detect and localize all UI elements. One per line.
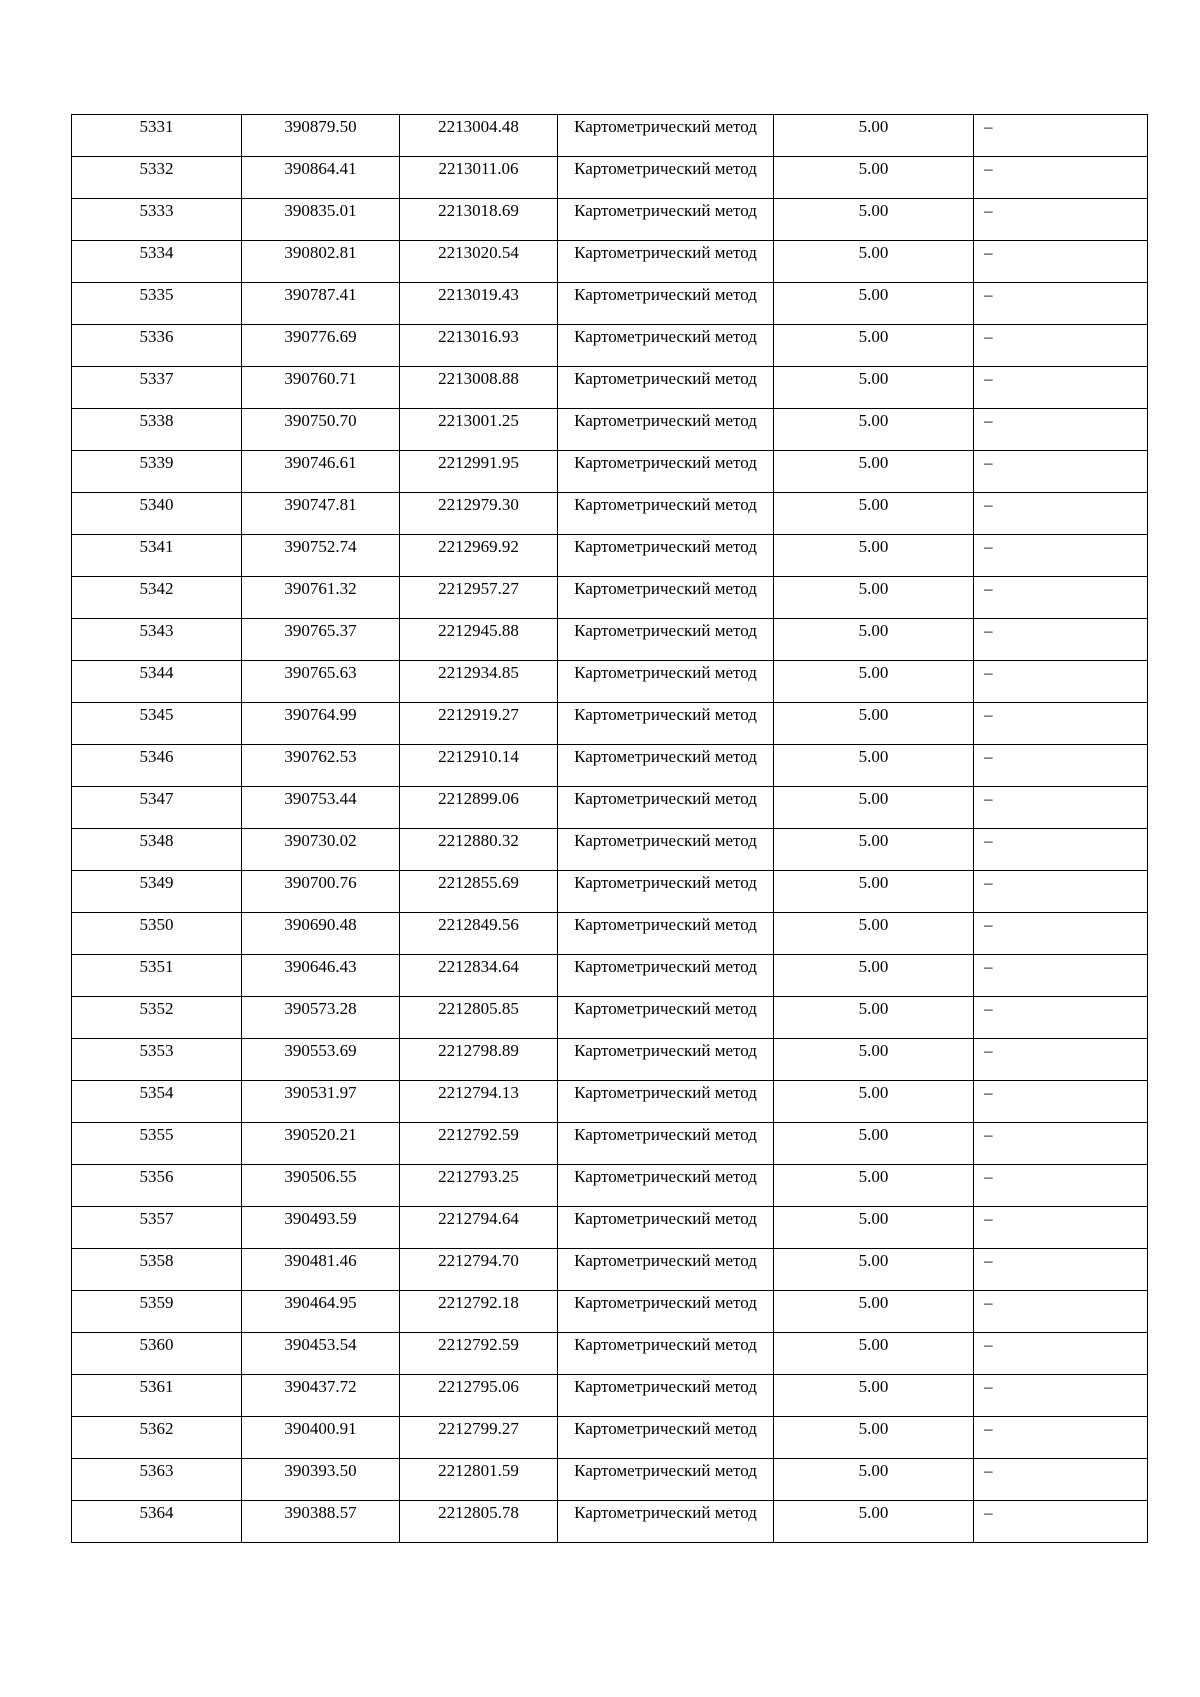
- table-row: [72, 409, 1148, 451]
- coordinate-y-cell: 2213008.88: [400, 367, 558, 409]
- accuracy-cell: 5.00: [774, 703, 974, 745]
- accuracy-cell: 5.00: [774, 829, 974, 871]
- coordinate-x-cell: 390646.43: [242, 955, 400, 997]
- method-cell: Картометрический метод: [558, 1207, 774, 1249]
- coordinate-y-cell: 2212795.06: [400, 1375, 558, 1417]
- method-cell: Картометрический метод: [558, 745, 774, 787]
- method-cell: Картометрический метод: [558, 325, 774, 367]
- coordinate-x-cell: 390761.32: [242, 577, 400, 619]
- table-row: [72, 577, 1148, 619]
- accuracy-cell: 5.00: [774, 1039, 974, 1081]
- coordinate-y-cell: 2212880.32: [400, 829, 558, 871]
- coordinate-x-cell: 390520.21: [242, 1123, 400, 1165]
- note-cell: –: [974, 1039, 1148, 1081]
- method-cell: Картометрический метод: [558, 703, 774, 745]
- table-row: [72, 283, 1148, 325]
- method-cell: Картометрический метод: [558, 1165, 774, 1207]
- coordinate-x-cell: 390400.91: [242, 1417, 400, 1459]
- point-number-cell: 5359: [72, 1291, 242, 1333]
- table-row: [72, 1081, 1148, 1123]
- method-cell: Картометрический метод: [558, 871, 774, 913]
- coordinate-y-cell: 2212794.70: [400, 1249, 558, 1291]
- method-cell: Картометрический метод: [558, 787, 774, 829]
- coordinate-x-cell: 390700.76: [242, 871, 400, 913]
- note-cell: –: [974, 913, 1148, 955]
- coordinate-y-cell: 2212801.59: [400, 1459, 558, 1501]
- point-number-cell: 5333: [72, 199, 242, 241]
- coordinate-x-cell: 390531.97: [242, 1081, 400, 1123]
- note-cell: –: [974, 283, 1148, 325]
- note-cell: –: [974, 871, 1148, 913]
- coordinate-y-cell: 2212798.89: [400, 1039, 558, 1081]
- coordinate-y-cell: 2212794.64: [400, 1207, 558, 1249]
- accuracy-cell: 5.00: [774, 871, 974, 913]
- table-row: [72, 955, 1148, 997]
- accuracy-cell: 5.00: [774, 1417, 974, 1459]
- note-cell: –: [974, 451, 1148, 493]
- point-number-cell: 5345: [72, 703, 242, 745]
- accuracy-cell: 5.00: [774, 1081, 974, 1123]
- note-cell: –: [974, 1165, 1148, 1207]
- accuracy-cell: 5.00: [774, 199, 974, 241]
- coordinate-x-cell: 390393.50: [242, 1459, 400, 1501]
- coordinate-x-cell: 390765.63: [242, 661, 400, 703]
- note-cell: –: [974, 619, 1148, 661]
- table-row: [72, 1039, 1148, 1081]
- coordinate-x-cell: 390864.41: [242, 157, 400, 199]
- coordinate-y-cell: 2212919.27: [400, 703, 558, 745]
- note-cell: –: [974, 745, 1148, 787]
- point-number-cell: 5358: [72, 1249, 242, 1291]
- coordinate-y-cell: 2213019.43: [400, 283, 558, 325]
- coordinate-y-cell: 2212792.18: [400, 1291, 558, 1333]
- coordinate-y-cell: 2213011.06: [400, 157, 558, 199]
- coordinate-x-cell: 390764.99: [242, 703, 400, 745]
- point-number-cell: 5339: [72, 451, 242, 493]
- accuracy-cell: 5.00: [774, 115, 974, 157]
- note-cell: –: [974, 241, 1148, 283]
- method-cell: Картометрический метод: [558, 451, 774, 493]
- accuracy-cell: 5.00: [774, 745, 974, 787]
- note-cell: –: [974, 157, 1148, 199]
- table-row: [72, 451, 1148, 493]
- coordinate-x-cell: 390762.53: [242, 745, 400, 787]
- accuracy-cell: 5.00: [774, 577, 974, 619]
- coordinate-y-cell: 2212794.13: [400, 1081, 558, 1123]
- method-cell: Картометрический метод: [558, 1249, 774, 1291]
- accuracy-cell: 5.00: [774, 1333, 974, 1375]
- coordinate-y-cell: 2212792.59: [400, 1333, 558, 1375]
- coordinate-x-cell: 390879.50: [242, 115, 400, 157]
- method-cell: Картометрический метод: [558, 1459, 774, 1501]
- point-number-cell: 5346: [72, 745, 242, 787]
- coordinate-y-cell: 2212957.27: [400, 577, 558, 619]
- table-row: [72, 1501, 1148, 1543]
- accuracy-cell: 5.00: [774, 955, 974, 997]
- table-row: [72, 745, 1148, 787]
- method-cell: Картометрический метод: [558, 913, 774, 955]
- method-cell: Картометрический метод: [558, 1081, 774, 1123]
- point-number-cell: 5362: [72, 1417, 242, 1459]
- note-cell: –: [974, 577, 1148, 619]
- coordinate-x-cell: 390553.69: [242, 1039, 400, 1081]
- table-row: [72, 1417, 1148, 1459]
- method-cell: Картометрический метод: [558, 1039, 774, 1081]
- accuracy-cell: 5.00: [774, 1459, 974, 1501]
- accuracy-cell: 5.00: [774, 1291, 974, 1333]
- coordinate-x-cell: 390730.02: [242, 829, 400, 871]
- accuracy-cell: 5.00: [774, 493, 974, 535]
- document-page: [71, 114, 1147, 1543]
- point-number-cell: 5348: [72, 829, 242, 871]
- point-number-cell: 5356: [72, 1165, 242, 1207]
- table-row: [72, 241, 1148, 283]
- note-cell: –: [974, 325, 1148, 367]
- method-cell: Картометрический метод: [558, 493, 774, 535]
- note-cell: –: [974, 1207, 1148, 1249]
- method-cell: Картометрический метод: [558, 535, 774, 577]
- accuracy-cell: 5.00: [774, 1375, 974, 1417]
- method-cell: Картометрический метод: [558, 241, 774, 283]
- point-number-cell: 5354: [72, 1081, 242, 1123]
- point-number-cell: 5353: [72, 1039, 242, 1081]
- coordinate-y-cell: 2212834.64: [400, 955, 558, 997]
- method-cell: Картометрический метод: [558, 955, 774, 997]
- coordinate-y-cell: 2212805.78: [400, 1501, 558, 1543]
- method-cell: Картометрический метод: [558, 577, 774, 619]
- table-row: [72, 493, 1148, 535]
- table-row: [72, 157, 1148, 199]
- method-cell: Картометрический метод: [558, 619, 774, 661]
- note-cell: –: [974, 997, 1148, 1039]
- coordinate-y-cell: 2213004.48: [400, 115, 558, 157]
- point-number-cell: 5340: [72, 493, 242, 535]
- coordinates-table: [71, 114, 1148, 1543]
- coordinate-x-cell: 390746.61: [242, 451, 400, 493]
- point-number-cell: 5335: [72, 283, 242, 325]
- coordinate-x-cell: 390747.81: [242, 493, 400, 535]
- table-row: [72, 1459, 1148, 1501]
- accuracy-cell: 5.00: [774, 241, 974, 283]
- accuracy-cell: 5.00: [774, 409, 974, 451]
- table-row: [72, 997, 1148, 1039]
- accuracy-cell: 5.00: [774, 1207, 974, 1249]
- coordinate-y-cell: 2213018.69: [400, 199, 558, 241]
- accuracy-cell: 5.00: [774, 1501, 974, 1543]
- point-number-cell: 5351: [72, 955, 242, 997]
- note-cell: –: [974, 661, 1148, 703]
- accuracy-cell: 5.00: [774, 367, 974, 409]
- point-number-cell: 5364: [72, 1501, 242, 1543]
- point-number-cell: 5355: [72, 1123, 242, 1165]
- coordinate-y-cell: 2212899.06: [400, 787, 558, 829]
- method-cell: Картометрический метод: [558, 367, 774, 409]
- accuracy-cell: 5.00: [774, 283, 974, 325]
- accuracy-cell: 5.00: [774, 451, 974, 493]
- note-cell: –: [974, 787, 1148, 829]
- method-cell: Картометрический метод: [558, 409, 774, 451]
- accuracy-cell: 5.00: [774, 997, 974, 1039]
- point-number-cell: 5332: [72, 157, 242, 199]
- coordinate-y-cell: 2212945.88: [400, 619, 558, 661]
- accuracy-cell: 5.00: [774, 913, 974, 955]
- coordinate-y-cell: 2212855.69: [400, 871, 558, 913]
- note-cell: –: [974, 1249, 1148, 1291]
- note-cell: –: [974, 829, 1148, 871]
- coordinate-x-cell: 390787.41: [242, 283, 400, 325]
- table-row: [72, 1249, 1148, 1291]
- note-cell: –: [974, 703, 1148, 745]
- coordinate-x-cell: 390760.71: [242, 367, 400, 409]
- coordinate-y-cell: 2212991.95: [400, 451, 558, 493]
- coordinate-y-cell: 2213001.25: [400, 409, 558, 451]
- coordinate-x-cell: 390493.59: [242, 1207, 400, 1249]
- accuracy-cell: 5.00: [774, 619, 974, 661]
- coordinate-y-cell: 2212805.85: [400, 997, 558, 1039]
- accuracy-cell: 5.00: [774, 157, 974, 199]
- accuracy-cell: 5.00: [774, 1249, 974, 1291]
- coordinate-x-cell: 390506.55: [242, 1165, 400, 1207]
- coordinate-y-cell: 2212910.14: [400, 745, 558, 787]
- method-cell: Картометрический метод: [558, 1291, 774, 1333]
- note-cell: –: [974, 1291, 1148, 1333]
- note-cell: –: [974, 1417, 1148, 1459]
- note-cell: –: [974, 535, 1148, 577]
- point-number-cell: 5357: [72, 1207, 242, 1249]
- table-row: [72, 703, 1148, 745]
- coordinates-table-body: [72, 115, 1148, 1543]
- coordinate-y-cell: 2212969.92: [400, 535, 558, 577]
- method-cell: Картометрический метод: [558, 199, 774, 241]
- coordinate-x-cell: 390481.46: [242, 1249, 400, 1291]
- point-number-cell: 5352: [72, 997, 242, 1039]
- coordinate-x-cell: 390765.37: [242, 619, 400, 661]
- coordinate-y-cell: 2212849.56: [400, 913, 558, 955]
- method-cell: Картометрический метод: [558, 1123, 774, 1165]
- point-number-cell: 5360: [72, 1333, 242, 1375]
- note-cell: –: [974, 199, 1148, 241]
- coordinate-y-cell: 2212793.25: [400, 1165, 558, 1207]
- method-cell: Картометрический метод: [558, 1417, 774, 1459]
- point-number-cell: 5361: [72, 1375, 242, 1417]
- coordinate-y-cell: 2213020.54: [400, 241, 558, 283]
- accuracy-cell: 5.00: [774, 661, 974, 703]
- point-number-cell: 5331: [72, 115, 242, 157]
- table-row: [72, 829, 1148, 871]
- note-cell: –: [974, 409, 1148, 451]
- method-cell: Картометрический метод: [558, 829, 774, 871]
- table-row: [72, 661, 1148, 703]
- point-number-cell: 5341: [72, 535, 242, 577]
- table-row: [72, 619, 1148, 661]
- coordinate-y-cell: 2212934.85: [400, 661, 558, 703]
- table-row: [72, 1123, 1148, 1165]
- table-row: [72, 913, 1148, 955]
- method-cell: Картометрический метод: [558, 997, 774, 1039]
- table-row: [72, 1207, 1148, 1249]
- accuracy-cell: 5.00: [774, 325, 974, 367]
- point-number-cell: 5344: [72, 661, 242, 703]
- point-number-cell: 5342: [72, 577, 242, 619]
- table-row: [72, 871, 1148, 913]
- method-cell: Картометрический метод: [558, 157, 774, 199]
- note-cell: –: [974, 1333, 1148, 1375]
- table-row: [72, 325, 1148, 367]
- method-cell: Картометрический метод: [558, 115, 774, 157]
- note-cell: –: [974, 493, 1148, 535]
- accuracy-cell: 5.00: [774, 1165, 974, 1207]
- accuracy-cell: 5.00: [774, 787, 974, 829]
- table-row: [72, 115, 1148, 157]
- note-cell: –: [974, 115, 1148, 157]
- note-cell: –: [974, 955, 1148, 997]
- coordinate-y-cell: 2213016.93: [400, 325, 558, 367]
- coordinate-x-cell: 390453.54: [242, 1333, 400, 1375]
- coordinate-x-cell: 390464.95: [242, 1291, 400, 1333]
- note-cell: –: [974, 1375, 1148, 1417]
- accuracy-cell: 5.00: [774, 1123, 974, 1165]
- table-row: [72, 1165, 1148, 1207]
- table-row: [72, 199, 1148, 241]
- table-row: [72, 1333, 1148, 1375]
- coordinate-x-cell: 390802.81: [242, 241, 400, 283]
- coordinate-x-cell: 390690.48: [242, 913, 400, 955]
- coordinate-x-cell: 390752.74: [242, 535, 400, 577]
- method-cell: Картометрический метод: [558, 661, 774, 703]
- method-cell: Картометрический метод: [558, 283, 774, 325]
- point-number-cell: 5349: [72, 871, 242, 913]
- coordinate-x-cell: 390750.70: [242, 409, 400, 451]
- table-row: [72, 1375, 1148, 1417]
- table-row: [72, 787, 1148, 829]
- coordinate-x-cell: 390437.72: [242, 1375, 400, 1417]
- table-row: [72, 535, 1148, 577]
- coordinate-x-cell: 390388.57: [242, 1501, 400, 1543]
- point-number-cell: 5350: [72, 913, 242, 955]
- point-number-cell: 5343: [72, 619, 242, 661]
- accuracy-cell: 5.00: [774, 535, 974, 577]
- note-cell: –: [974, 367, 1148, 409]
- point-number-cell: 5363: [72, 1459, 242, 1501]
- method-cell: Картометрический метод: [558, 1333, 774, 1375]
- table-row: [72, 1291, 1148, 1333]
- method-cell: Картометрический метод: [558, 1501, 774, 1543]
- coordinate-x-cell: 390835.01: [242, 199, 400, 241]
- coordinate-x-cell: 390753.44: [242, 787, 400, 829]
- coordinate-y-cell: 2212799.27: [400, 1417, 558, 1459]
- note-cell: –: [974, 1081, 1148, 1123]
- coordinate-x-cell: 390573.28: [242, 997, 400, 1039]
- point-number-cell: 5336: [72, 325, 242, 367]
- point-number-cell: 5338: [72, 409, 242, 451]
- note-cell: –: [974, 1501, 1148, 1543]
- note-cell: –: [974, 1123, 1148, 1165]
- coordinate-y-cell: 2212792.59: [400, 1123, 558, 1165]
- coordinate-y-cell: 2212979.30: [400, 493, 558, 535]
- point-number-cell: 5337: [72, 367, 242, 409]
- point-number-cell: 5334: [72, 241, 242, 283]
- point-number-cell: 5347: [72, 787, 242, 829]
- method-cell: Картометрический метод: [558, 1375, 774, 1417]
- coordinate-x-cell: 390776.69: [242, 325, 400, 367]
- table-row: [72, 367, 1148, 409]
- note-cell: –: [974, 1459, 1148, 1501]
